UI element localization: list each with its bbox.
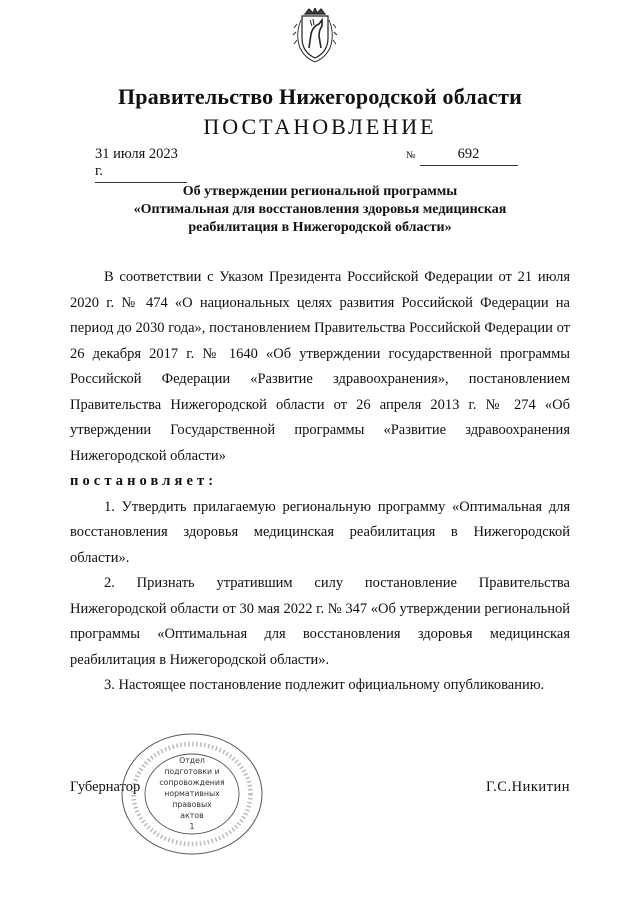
document-subject (100, 183, 540, 237)
stamp-line: правовых (172, 800, 212, 809)
subject-line: «Оптимальная для восстановления здоровья медицинская (133, 202, 507, 217)
stamp-line: Отдел (179, 756, 205, 765)
stamp-line: нормативных (164, 789, 220, 798)
subject-line: Об утверждении региональной программы (182, 184, 458, 199)
clause-2: 2. Признать утратившим силу постановление Правительства Нижегородской области от 30 мая 2022 г. № 347 «Об утверждении региональной программы «Оптимальная для восстановления здоровья медицинская реабилитация в Нижегородской области». (70, 575, 570, 668)
stamp-line: 1 (189, 822, 195, 831)
document-type: ПОСТАНОВЛЕНИЕ (203, 114, 437, 139)
number-sign: № (406, 150, 416, 161)
stamp-line: подготовки и (164, 767, 220, 776)
document-body (70, 265, 570, 699)
resolves-keyword: постановляет: (70, 473, 218, 489)
preamble-paragraph: В соответствии с Указом Президента Российской Федерации от 21 июля 2020 г. № 474 «О национальных целях развития Российской Федерации на период до 2030 года», постановлением Правительства Российской Федерации от 26 декабря 2017 г. № 1640 «Об утверждении государственной программы Российской Федерации «Развитие здравоохранения», постановлением Правительства Нижегородской области от 26 апреля 2013 г. № 274 «Об утверждении Государственной программы «Развитие здравоохранения Нижегородской области» (70, 269, 570, 464)
clause-1: 1. Утвердить прилагаемую региональную программу «Оптимальная для восстановления здоровья медицинская реабилитация в Нижегородской области». (70, 498, 570, 566)
government-title: Правительство Нижегородской области (117, 84, 522, 109)
subject-line: реабилитация в Нижегородской области» (188, 220, 452, 235)
document-number (406, 146, 518, 166)
document-date: 31 июля 2023 г. (95, 146, 187, 183)
stamp-line: сопровождения (159, 778, 225, 787)
stamp-line: актов (180, 811, 204, 820)
number-value: 692 (420, 146, 518, 166)
signatory-position: Губернатор (70, 779, 141, 795)
coat-of-arms-icon (291, 8, 339, 66)
clause-3: 3. Настоящее постановление подлежит официальному опубликованию. (104, 677, 545, 693)
signatory-name: Г.С.Никитин (485, 779, 570, 795)
department-stamp (119, 731, 265, 857)
